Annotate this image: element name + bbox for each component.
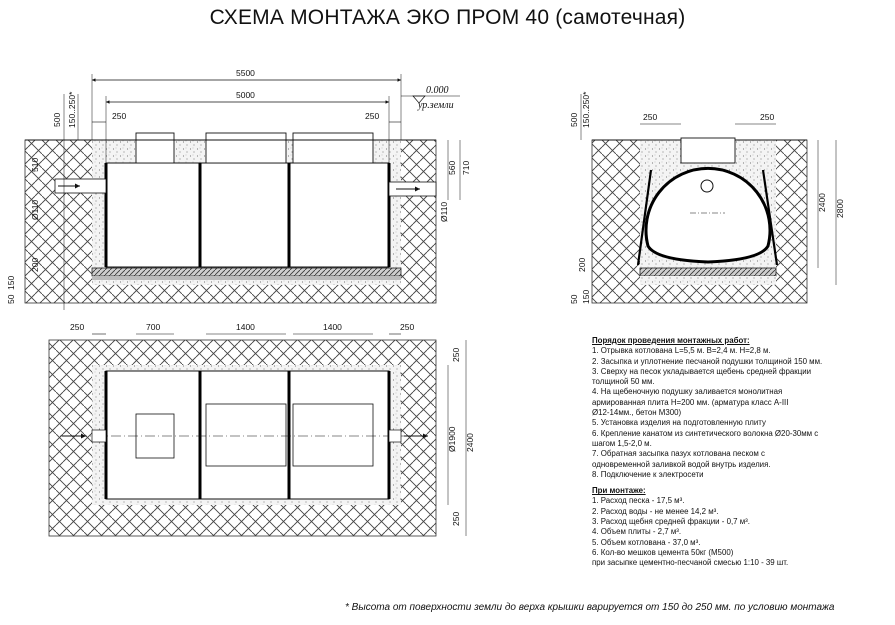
procedure-step: одновременной заливкой водой внутрь изделия. (592, 459, 771, 469)
consumption-item: 6. Кол-во мешков цемента 50кг (М500) (592, 547, 734, 557)
plan-dim-section-1: 1400 (236, 322, 255, 332)
dim-inlet-height: 510 (30, 157, 40, 172)
consumption-item: 2. Расход воды - не менее 14,2 м³. (592, 506, 719, 516)
side-dim-slab: 200 (577, 257, 587, 272)
dim-pipe-out: Ø110 (439, 201, 449, 222)
dim-sand: 150 (6, 275, 16, 290)
dim-gravel: 50 (6, 294, 16, 304)
dim-outlet-total: 710 (461, 160, 471, 175)
procedure-step: 3. Сверху на песок укладывается щебень средней фракции (592, 366, 812, 376)
footnote: * Высота от поверхности земли до верха крышки варируется от 150 до 250 мм. по условию монтажа (345, 602, 835, 613)
plan-dim-top-offset: 250 (451, 347, 461, 362)
procedure-step: армированная плита H=200 мм. (арматура класс А-III (592, 397, 789, 407)
plan-dim-section-2: 1400 (323, 322, 342, 332)
side-hatch (681, 138, 735, 163)
side-slab (640, 268, 776, 276)
dim-pipe-in: Ø110 (30, 199, 40, 220)
front-hatch-1 (136, 133, 174, 163)
consumption-item: 3. Расход щебня средней фракции - 0,7 м³. (592, 517, 750, 527)
plan-dim-diameter: Ø1900 (447, 426, 457, 452)
procedure-step: шагом 1,5-2,0 м. (592, 438, 652, 448)
side-dim-left-offset: 250 (643, 112, 658, 122)
dim-lid-height: 150..250* (67, 91, 77, 128)
front-hatch-2 (206, 133, 286, 163)
consumption-item: при засыпке цементно-песчаной смесью 1:10 - 39 шт. (592, 558, 789, 568)
notes-heading-consumption: При монтаже: (592, 486, 646, 496)
front-view (6, 68, 471, 310)
dim-slab: 200 (30, 257, 40, 272)
drawing-title: СХЕМА МОНТАЖА ЭКО ПРОМ 40 (самотечная) (209, 6, 686, 29)
side-dim-right-offset: 250 (760, 112, 775, 122)
side-dim-tank-height: 2400 (817, 193, 827, 212)
consumption-item: 4. Объем плиты - 2,7 м³. (592, 527, 682, 537)
plan-dim-hatch-width: 700 (146, 322, 161, 332)
installation-notes (592, 336, 882, 569)
front-hatch-3 (293, 133, 373, 163)
dim-tank-length: 5000 (236, 90, 255, 100)
procedure-step: 2. Засыпка и уплотнение песчаной подушки толщиной 150 мм. (592, 356, 823, 366)
dim-right-offset: 250 (365, 111, 380, 121)
side-sand-bed (640, 276, 776, 285)
side-dim-ground-to-lid: 500 (569, 112, 579, 127)
plan-view (49, 322, 475, 536)
plan-hatch-3 (293, 404, 373, 466)
plan-dim-pit-width: 2400 (465, 433, 475, 452)
consumption-list (592, 496, 882, 568)
consumption-item: 5. Объем котлована - 37,0 м³. (592, 537, 701, 547)
elevation-label: ур.земли (418, 100, 454, 111)
plan-dim-left-offset: 250 (70, 322, 85, 332)
dim-total-length: 5500 (236, 68, 255, 78)
plan-hatch-2 (206, 404, 286, 466)
front-slab (92, 268, 401, 276)
plan-dim-right-offset: 250 (400, 322, 415, 332)
front-tank-body (106, 163, 389, 267)
plan-dim-bottom-offset: 250 (451, 511, 461, 526)
dim-ground-to-lid: 500 (52, 112, 62, 127)
front-gravel (92, 276, 401, 280)
side-dim-pit-height: 2800 (835, 199, 845, 218)
notes-heading-procedure: Порядок проведения монтажных работ: (592, 336, 750, 345)
procedure-step: 6. Крепление канатом из синтетического волокна Ø20-30мм с (592, 428, 819, 438)
procedure-step: Ø12-14мм., бетон М300) (592, 408, 682, 418)
procedure-step: толщиной 50 мм. (592, 377, 655, 387)
procedure-step: 7. Обратная засыпка пазух котлована песком с (592, 449, 765, 459)
procedure-step: 1. Отрывка котлована L=5,5 м. B=2,4 м. H=2,8 м. (592, 346, 771, 356)
dim-left-offset: 250 (112, 111, 127, 121)
side-dim-gravel: 50 (569, 294, 579, 304)
procedure-step: 4. На щебеночную подушку заливается монолитная (592, 387, 783, 397)
elevation-value: 0.000 (426, 85, 449, 96)
front-sand-bed (92, 280, 401, 285)
consumption-item: 1. Расход песка - 17,5 м³. (592, 496, 685, 506)
side-pipe-opening (701, 180, 713, 192)
side-view (569, 91, 845, 304)
procedure-step: 5. Установка изделия на подготовленную плиту (592, 418, 766, 428)
procedure-steps (592, 346, 882, 480)
side-dim-lid-height: 150..250* (581, 91, 591, 128)
dim-outlet-height: 560 (447, 160, 457, 175)
side-dim-sand: 150 (581, 289, 591, 304)
procedure-step: 8. Подключение к электросети (592, 469, 704, 479)
